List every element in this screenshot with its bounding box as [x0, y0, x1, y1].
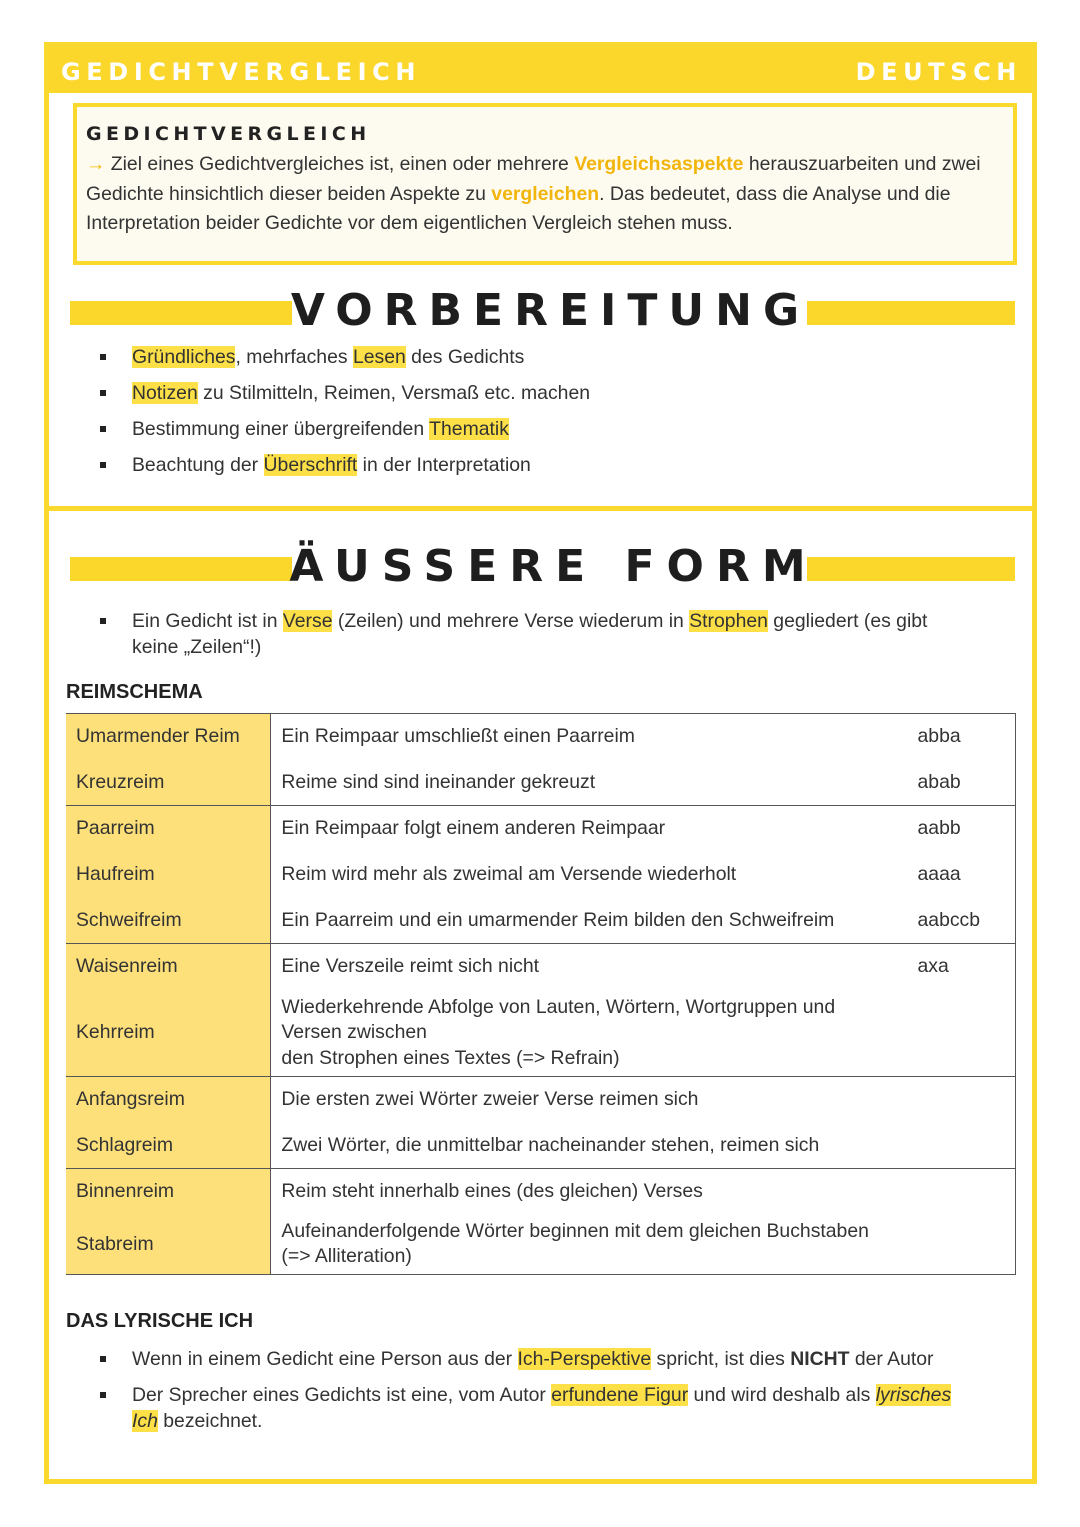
header-bar: [49, 47, 1032, 93]
table-row: Kehrreim Wiederkehrende Abfolge von Lauten, Wörtern, Wortgruppen und Versen zwischen den Strophen eines Textes (=> Refrain): [66, 990, 1016, 1077]
list-item: Notizen zu Stilmitteln, Reimen, Versmaß etc. machen: [96, 380, 976, 406]
vorbereitung-list: [96, 344, 976, 488]
table-row: Paarreim Ein Reimpaar folgt einem anderen Reimpaar aabb: [66, 806, 1016, 852]
table-row: Kreuzreim Reime sind sind ineinander gekreuzt abab: [66, 760, 1016, 806]
list-item: Wenn in einem Gedicht eine Person aus der Ich-Perspektive spricht, ist dies NICHT der Autor: [96, 1346, 976, 1372]
header-title: GEDICHTVERGLEICH: [61, 58, 422, 86]
table-row: Schlagreim Zwei Wörter, die unmittelbar nacheinander stehen, reimen sich: [66, 1123, 1016, 1169]
intro-keyword: vergleichen: [491, 182, 600, 205]
section-divider: [49, 506, 1032, 511]
reimschema-title: REIMSCHEMA: [66, 681, 203, 703]
lyrisches-ich-list: [96, 1346, 976, 1444]
table-row: Waisenreim Eine Verszeile reimt sich nicht axa: [66, 944, 1016, 990]
list-item: Ein Gedicht ist in Verse (Zeilen) und mehrere Verse wiederum in Strophen gegliedert (es gibt keine „Zeilen“!): [96, 608, 976, 660]
table-row: Schweifreim Ein Paarreim und ein umarmender Reim bilden den Schweifreim aabccb: [66, 898, 1016, 944]
heading-text: ÄUSSERE FORM: [289, 541, 818, 592]
intro-keyword: Vergleichsaspekte: [574, 153, 744, 175]
form-list: [96, 608, 976, 670]
arrow-right-icon: →: [86, 153, 106, 175]
list-item: Beachtung der Überschrift in der Interpretation: [96, 452, 976, 478]
table-row: Haufreim Reim wird mehr als zweimal am Versende wiederholt aaaa: [66, 852, 1016, 898]
page-frame: [44, 42, 1037, 1484]
lyrisches-ich-title: DAS LYRISCHE ICH: [66, 1310, 254, 1332]
intro-box: [73, 103, 1017, 265]
intro-title: GEDICHTVERGLEICH: [86, 123, 371, 145]
list-item: Bestimmung einer übergreifenden Thematik: [96, 416, 976, 442]
list-item: Der Sprecher eines Gedichts ist eine, vom Autor erfundene Figur und wird deshalb als lyrisches Ich bezeichnet.: [96, 1382, 976, 1434]
table-row: Binnenreim Reim steht innerhalb eines (des gleichen) Verses: [66, 1169, 1016, 1215]
intro-text: → Ziel eines Gedichtvergleiches ist, einen oder mehrere Vergleichsaspekte herauszuarbeiten und zwei Gedichte hinsichtlich dieser beiden Aspekte zu vergleichen. Das bedeutet, dass die Analyse und die Interpretation beider Gedichte vor dem eigentlichen Vergleich stehen muss.: [86, 153, 981, 234]
reimschema-table: [66, 713, 1016, 1275]
table-row: Umarmender Reim Ein Reimpaar umschließt einen Paarreim abba: [66, 714, 1016, 760]
table-row: Anfangsreim Die ersten zwei Wörter zweier Verse reimen sich: [66, 1077, 1016, 1123]
section-heading-vorbereitung: [70, 285, 1015, 335]
header-subject: DEUTSCH: [855, 58, 1022, 86]
heading-text: VORBEREITUNG: [290, 285, 811, 336]
list-item: Gründliches, mehrfaches Lesen des Gedichts: [96, 344, 976, 370]
section-heading-aeussere-form: [70, 541, 1015, 591]
table-row: Stabreim Aufeinanderfolgende Wörter beginnen mit dem gleichen Buchstaben (=> Alliteration): [66, 1215, 1016, 1275]
